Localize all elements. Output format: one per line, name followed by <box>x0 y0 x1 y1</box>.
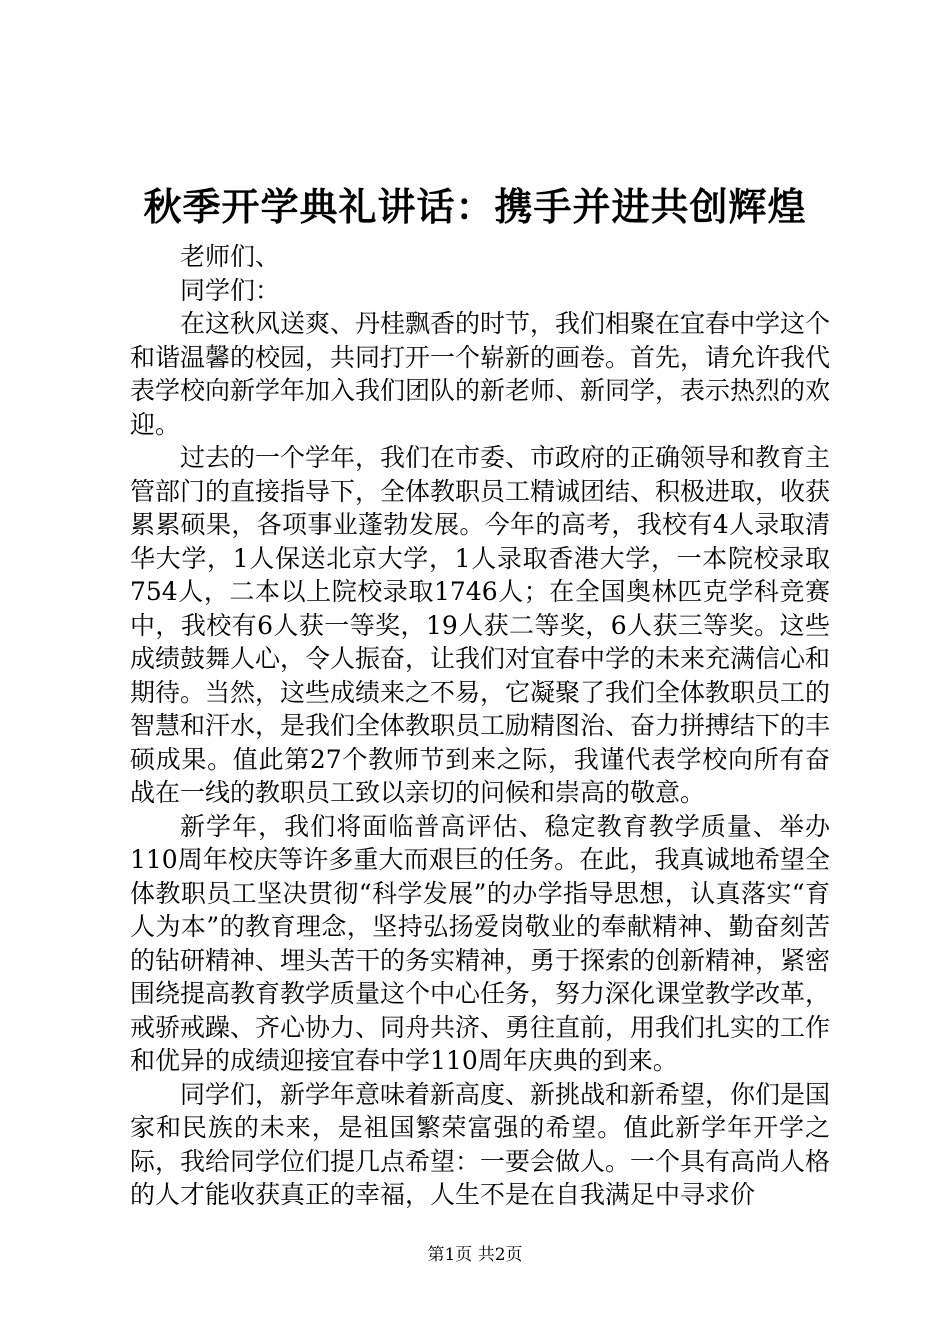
salutation-teachers: 老师们、 <box>180 242 281 271</box>
document-title: 秋季开学典礼讲话：携手并进共创辉煌 <box>143 184 807 229</box>
paragraph-new-year-tasks: 新学年，我们将面临普高评估、稳定教育教学质量、举办110周年校庆等许多重大而艰巨的任务。在此，我真诚地希望全体教职员工坚决贯彻“科学发展”的办学指导思想，认真落实“育人为本”的教育理念，坚持弘扬爱岗敬业的奉献精神、勤奋刻苦的钻研精神、埋头苦干的务实精神，勇于探索的创新精神，紧密围绕提高教育教学质量这个中心任务，努力深化课堂教学改革，戒骄戒躁、齐心协力、同舟共济、勇往直前，用我们扎实的工作和优异的成绩迎接宜春中学110周年庆典的到来。 <box>130 811 831 1075</box>
salutation-students: 同学们： <box>180 275 281 305</box>
paragraph-welcome: 在这秋风送爽、丹桂飘香的时节，我们相聚在宜春中学这个和谐温馨的校园，共同打开一个崭新的画卷。首先，请允许我代表学校向新学年加入我们团队的新老师、新同学，表示热烈的欢迎。 <box>130 309 831 439</box>
paragraph-achievements: 过去的一个学年，我们在市委、市政府的正确领导和教育主管部门的直接指导下，全体教职员工精诚团结、积极进取，收获累累硕果，各项事业蓬勃发展。今年的高考，我校有4人录取清华大学，1人保送北京大学，1人录取香港大学，一本院校录取754人，二本以上院校录取1746人；在全国奥林匹克学科竞赛中，我校有6人获一等奖，19人获二等奖，6人获三等奖。这些成绩鼓舞人心，令人振奋，让我们对宜春中学的未来充满信心和期待。当然，这些成绩来之不易，它凝聚了我们全体教职员工的智慧和汗水，是我们全体教职员工励精图治、奋力拼搏结下的丰硕成果。值此第27个教师节到来之际，我谨代表学校向所有奋战在一线的教职员工致以亲切的问候和崇高的敬意。 <box>130 443 831 807</box>
paragraph-student-hopes: 同学们，新学年意味着新高度、新挑战和新希望，你们是国家和民族的未来，是祖国繁荣富强的希望。值此新学年开学之际，我给同学位们提几点希望：一要会做人。一个具有高尚人格的人才能收获真正的幸福，人生不是在自我满足中寻求价 <box>130 1079 831 1209</box>
document-body <box>130 240 830 1212</box>
page-number-footer: 第1页 共2页 <box>427 1245 523 1265</box>
